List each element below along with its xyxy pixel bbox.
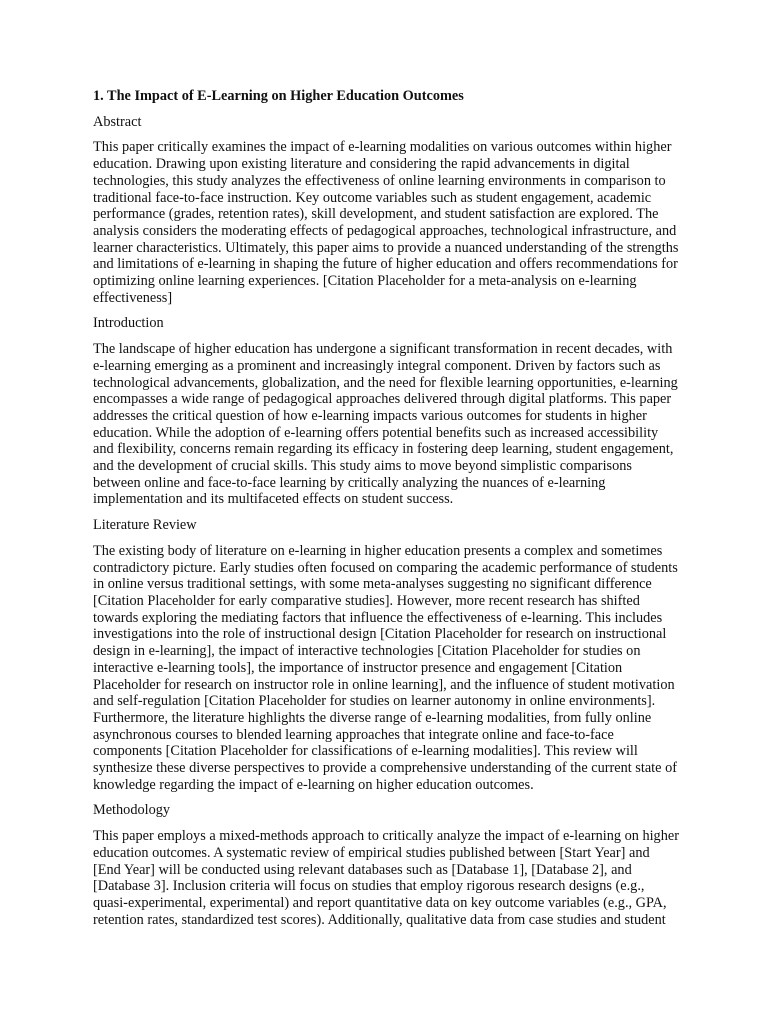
text-line: investigations into the role of instructional design [Citation Placeholder for research on instructional bbox=[93, 626, 667, 643]
text-line: in online versus traditional settings, with some meta-analyses suggesting no significant difference bbox=[93, 576, 652, 593]
text-line: education. While the adoption of e-learning offers potential benefits such as increased accessibility bbox=[93, 424, 659, 441]
paper-body bbox=[93, 114, 687, 929]
text-line: synthesize these diverse perspectives to provide a comprehensive understanding of the current state of bbox=[93, 760, 677, 777]
text-line: and limitations of e-learning in shaping the future of higher education and offers recommendations for bbox=[93, 256, 678, 273]
text-line: components [Citation Placeholder for classifications of e-learning modalities]. This review will bbox=[93, 743, 638, 760]
section-paragraph-literature-review bbox=[93, 543, 687, 794]
text-line: learner characteristics. Ultimately, this paper aims to provide a nuanced understanding of the strengths bbox=[93, 239, 679, 256]
text-line: [Citation Placeholder for early comparative studies]. However, more recent research has shifted bbox=[93, 592, 640, 609]
text-line: technologies, this study analyzes the effectiveness of online learning environments in comparison to bbox=[93, 172, 666, 189]
text-line: performance (grades, retention rates), skill development, and student satisfaction are explored. The bbox=[93, 206, 659, 223]
section-paragraph-introduction bbox=[93, 341, 687, 508]
text-line: asynchronous courses to blended learning approaches that integrate online and face-to-face bbox=[93, 726, 614, 743]
text-line: The existing body of literature on e-learning in higher education presents a complex and sometimes bbox=[93, 542, 663, 559]
section-heading-abstract: Abstract bbox=[93, 113, 142, 130]
text-line: addresses the critical question of how e-learning impacts various outcomes for students in higher bbox=[93, 407, 647, 424]
text-line: contradictory picture. Early studies often focused on comparing the academic performance of students bbox=[93, 559, 678, 576]
text-line: effectiveness] bbox=[93, 289, 173, 306]
section-paragraph-abstract bbox=[93, 139, 687, 306]
text-line: and the development of crucial skills. This study aims to move beyond simplistic comparisons bbox=[93, 458, 632, 475]
text-line: technological advancements, globalization, and the need for flexible learning opportunities, e-learning bbox=[93, 374, 678, 391]
text-line: encompasses a wide range of pedagogical approaches delivered through digital platforms. This paper bbox=[93, 391, 672, 408]
paper-page bbox=[93, 82, 687, 937]
text-line: e-learning emerging as a prominent and increasingly integral component. Driven by factors such as bbox=[93, 357, 661, 374]
section-heading-introduction: Introduction bbox=[93, 315, 164, 332]
text-line: retention rates, standardized test scores). Additionally, qualitative data from case studies and student bbox=[93, 911, 666, 928]
text-line: optimizing online learning experiences. [Citation Placeholder for a meta-analysis on e-learning bbox=[93, 273, 637, 290]
text-line: towards exploring the mediating factors that influence the effectiveness of e-learning. This includes bbox=[93, 609, 663, 626]
text-line: Placeholder for research on instructor role in online learning], and the influence of student motivation bbox=[93, 676, 675, 693]
section-paragraph-methodology bbox=[93, 828, 687, 928]
text-line: quasi-experimental, experimental) and report quantitative data on key outcome variables (e.g., GPA, bbox=[93, 894, 667, 911]
text-line: analysis considers the moderating effects of pedagogical approaches, technological infrastructure, and bbox=[93, 222, 677, 239]
text-line: knowledge regarding the impact of e-learning on higher education outcomes. bbox=[93, 776, 534, 793]
section-heading-literature-review: Literature Review bbox=[93, 517, 197, 534]
text-line: implementation and its multifaceted effects on student success. bbox=[93, 491, 454, 508]
text-line: between online and face-to-face learning by critically analyzing the nuances of e-learning bbox=[93, 474, 606, 491]
text-line: Furthermore, the literature highlights the diverse range of e-learning modalities, from fully online bbox=[93, 709, 652, 726]
text-line: design in e-learning], the impact of interactive technologies [Citation Placeholder for studies on bbox=[93, 643, 641, 660]
text-line: interactive e-learning tools], the importance of instructor presence and engagement [Citation bbox=[93, 659, 623, 676]
text-line: education. Drawing upon existing literature and considering the rapid advancements in digital bbox=[93, 156, 630, 173]
section-heading-methodology: Methodology bbox=[93, 802, 171, 819]
paper-title: 1. The Impact of E-Learning on Higher Education Outcomes bbox=[93, 88, 464, 104]
text-line: This paper critically examines the impact of e-learning modalities on various outcomes within higher bbox=[93, 139, 672, 156]
text-line: traditional face-to-face instruction. Key outcome variables such as student engagement, academic bbox=[93, 189, 652, 206]
text-line: and self-regulation [Citation Placeholder for studies on learner autonomy in online environments]. bbox=[93, 693, 656, 710]
text-line: education outcomes. A systematic review of empirical studies published between [Start Year] and bbox=[93, 844, 650, 861]
text-line: [Database 3]. Inclusion criteria will focus on studies that employ rigorous research designs (e.g., bbox=[93, 878, 645, 895]
text-line: and flexibility, concerns remain regarding its efficacy in fostering deep learning, student engagement, bbox=[93, 441, 674, 458]
text-line: The landscape of higher education has undergone a significant transformation in recent decades, with bbox=[93, 341, 673, 358]
text-line: This paper employs a mixed-methods approach to critically analyze the impact of e-learning on higher bbox=[93, 828, 679, 845]
text-line: [End Year] will be conducted using relevant databases such as [Database 1], [Database 2], and bbox=[93, 861, 632, 878]
